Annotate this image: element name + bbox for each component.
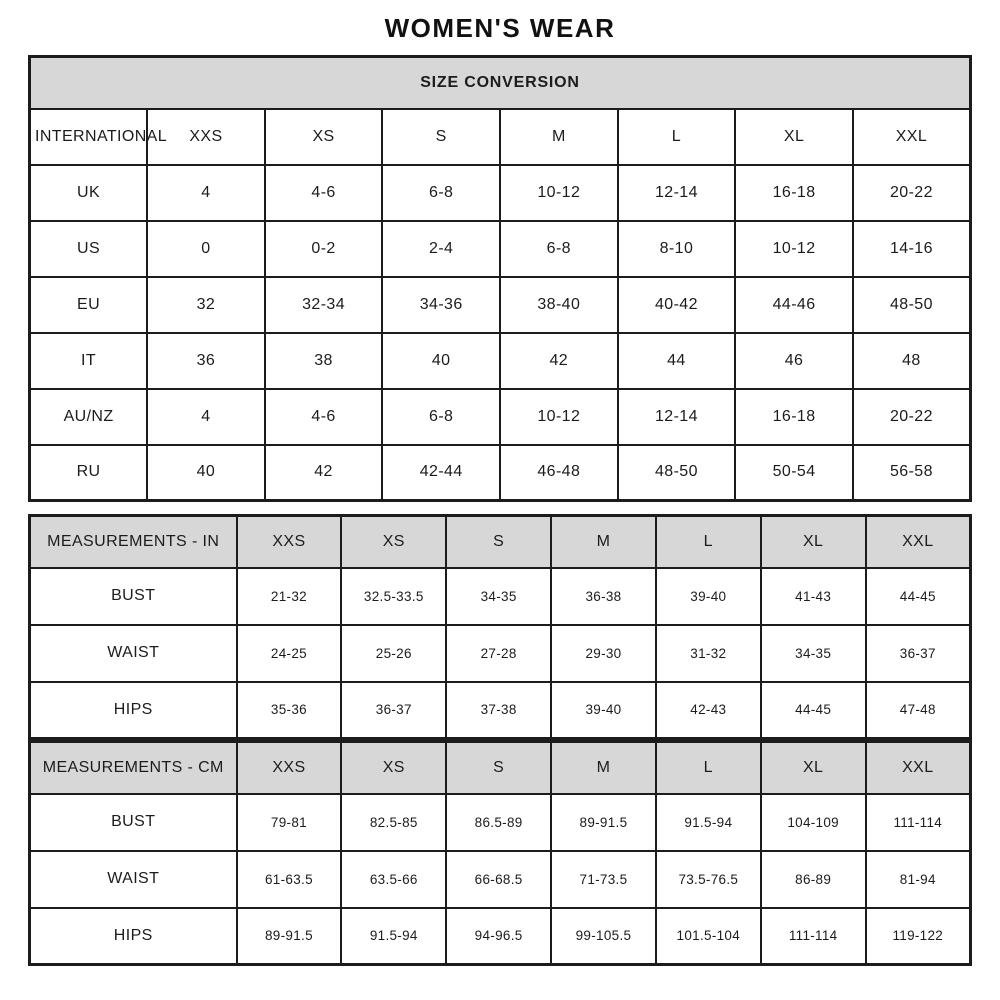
measurement-cell: 39-40 — [656, 568, 761, 625]
row-label: HIPS — [30, 682, 237, 739]
size-conversion-table — [28, 55, 972, 502]
size-cell: 16-18 — [735, 165, 853, 221]
size-cell: 32-34 — [265, 277, 383, 333]
measurement-cell: 32.5-33.5 — [341, 568, 446, 625]
measurements-cm-table — [28, 740, 972, 966]
size-cell: 40 — [147, 445, 265, 501]
column-header: XS — [341, 742, 446, 794]
table-title: MEASUREMENTS - CM — [30, 742, 237, 794]
measurement-cell: 37-38 — [446, 682, 551, 739]
size-cell: 20-22 — [853, 165, 971, 221]
table-row — [30, 568, 971, 625]
table-title: MEASUREMENTS - IN — [30, 516, 237, 568]
size-cell: 16-18 — [735, 389, 853, 445]
size-cell: 38-40 — [500, 277, 618, 333]
size-cell: 40-42 — [618, 277, 736, 333]
size-cell: 0-2 — [265, 221, 383, 277]
measurement-cell: 66-68.5 — [446, 851, 551, 908]
size-cell: 34-36 — [382, 277, 500, 333]
size-cell: 0 — [147, 221, 265, 277]
row-label: WAIST — [30, 851, 237, 908]
size-cell: 32 — [147, 277, 265, 333]
row-label: EU — [30, 277, 148, 333]
measurement-cell: 91.5-94 — [656, 794, 761, 851]
table-row — [30, 682, 971, 739]
column-header: M — [551, 516, 656, 568]
measurement-cell: 34-35 — [446, 568, 551, 625]
measurement-cell: 36-38 — [551, 568, 656, 625]
column-header: XXL — [866, 742, 971, 794]
row-label: WAIST — [30, 625, 237, 682]
table-row — [30, 389, 971, 445]
measurement-cell: 94-96.5 — [446, 908, 551, 965]
size-cell: 12-14 — [618, 389, 736, 445]
size-cell: 48-50 — [618, 445, 736, 501]
measurement-cell: 61-63.5 — [237, 851, 342, 908]
size-cell: 40 — [382, 333, 500, 389]
table-row — [30, 625, 971, 682]
size-cell: 48 — [853, 333, 971, 389]
size-cell: 44-46 — [735, 277, 853, 333]
measurement-cell: 36-37 — [866, 625, 971, 682]
measurement-cell: 89-91.5 — [551, 794, 656, 851]
column-header: XL — [735, 109, 853, 165]
size-cell: 44 — [618, 333, 736, 389]
column-header: S — [446, 742, 551, 794]
size-cell: 6-8 — [382, 389, 500, 445]
measurement-cell: 25-26 — [341, 625, 446, 682]
measurements-in-table — [28, 514, 972, 740]
size-cell: 10-12 — [500, 389, 618, 445]
measurement-cell: 42-43 — [656, 682, 761, 739]
size-cell: 8-10 — [618, 221, 736, 277]
table-title: SIZE CONVERSION — [30, 57, 971, 109]
size-cell: 4 — [147, 389, 265, 445]
column-header: M — [551, 742, 656, 794]
size-cell: 42 — [500, 333, 618, 389]
size-cell: 42 — [265, 445, 383, 501]
column-header: XS — [265, 109, 383, 165]
measurement-cell: 79-81 — [237, 794, 342, 851]
size-cell: 46 — [735, 333, 853, 389]
table-row — [30, 221, 971, 277]
column-header: L — [656, 516, 761, 568]
size-cell: 10-12 — [500, 165, 618, 221]
column-header: S — [382, 109, 500, 165]
column-header-row — [30, 516, 971, 568]
size-cell: 46-48 — [500, 445, 618, 501]
row-label: RU — [30, 445, 148, 501]
size-cell: 20-22 — [853, 389, 971, 445]
column-header: XL — [761, 742, 866, 794]
column-header: INTERNATIONAL — [30, 109, 148, 165]
row-label: UK — [30, 165, 148, 221]
measurement-cell: 101.5-104 — [656, 908, 761, 965]
row-label: HIPS — [30, 908, 237, 965]
column-header: XXS — [237, 516, 342, 568]
column-header: XXL — [866, 516, 971, 568]
column-header: L — [656, 742, 761, 794]
size-cell: 2-4 — [382, 221, 500, 277]
column-header-row — [30, 742, 971, 794]
column-header: XL — [761, 516, 866, 568]
size-cell: 6-8 — [382, 165, 500, 221]
measurement-cell: 44-45 — [761, 682, 866, 739]
measurement-cell: 71-73.5 — [551, 851, 656, 908]
size-cell: 56-58 — [853, 445, 971, 501]
table-row — [30, 908, 971, 965]
measurement-cell: 81-94 — [866, 851, 971, 908]
row-label: BUST — [30, 568, 237, 625]
size-cell: 50-54 — [735, 445, 853, 501]
size-cell: 42-44 — [382, 445, 500, 501]
table-banner-row — [30, 57, 971, 109]
size-cell: 10-12 — [735, 221, 853, 277]
measurement-cell: 86.5-89 — [446, 794, 551, 851]
size-cell: 4 — [147, 165, 265, 221]
table-row — [30, 333, 971, 389]
measurement-cell: 111-114 — [866, 794, 971, 851]
size-cell: 12-14 — [618, 165, 736, 221]
size-cell: 6-8 — [500, 221, 618, 277]
column-header: L — [618, 109, 736, 165]
column-header: XXS — [147, 109, 265, 165]
column-header: S — [446, 516, 551, 568]
measurement-cell: 36-37 — [341, 682, 446, 739]
measurement-cell: 44-45 — [866, 568, 971, 625]
size-cell: 38 — [265, 333, 383, 389]
column-header: XXS — [237, 742, 342, 794]
measurement-cell: 34-35 — [761, 625, 866, 682]
column-header: XS — [341, 516, 446, 568]
measurement-cell: 41-43 — [761, 568, 866, 625]
table-row — [30, 165, 971, 221]
measurement-cell: 21-32 — [237, 568, 342, 625]
table-row — [30, 851, 971, 908]
measurement-cell: 29-30 — [551, 625, 656, 682]
column-header: XXL — [853, 109, 971, 165]
measurement-cell: 119-122 — [866, 908, 971, 965]
size-cell: 48-50 — [853, 277, 971, 333]
measurement-cell: 27-28 — [446, 625, 551, 682]
measurement-cell: 82.5-85 — [341, 794, 446, 851]
measurement-cell: 86-89 — [761, 851, 866, 908]
measurement-cell: 91.5-94 — [341, 908, 446, 965]
table-row — [30, 445, 971, 501]
measurement-cell: 73.5-76.5 — [656, 851, 761, 908]
measurement-cell: 89-91.5 — [237, 908, 342, 965]
measurement-cell: 111-114 — [761, 908, 866, 965]
table-row — [30, 794, 971, 851]
measurement-cell: 99-105.5 — [551, 908, 656, 965]
row-label: US — [30, 221, 148, 277]
size-cell: 14-16 — [853, 221, 971, 277]
table-row — [30, 277, 971, 333]
measurement-cell: 104-109 — [761, 794, 866, 851]
row-label: BUST — [30, 794, 237, 851]
row-label: AU/NZ — [30, 389, 148, 445]
page-title: WOMEN'S WEAR — [384, 13, 616, 43]
measurement-cell: 63.5-66 — [341, 851, 446, 908]
measurement-cell: 39-40 — [551, 682, 656, 739]
measurement-cell: 31-32 — [656, 625, 761, 682]
size-cell: 36 — [147, 333, 265, 389]
column-header: M — [500, 109, 618, 165]
measurement-cell: 47-48 — [866, 682, 971, 739]
column-header-row — [30, 109, 971, 165]
row-label: IT — [30, 333, 148, 389]
size-cell: 4-6 — [265, 165, 383, 221]
size-cell: 4-6 — [265, 389, 383, 445]
measurement-cell: 24-25 — [237, 625, 342, 682]
measurement-cell: 35-36 — [237, 682, 342, 739]
